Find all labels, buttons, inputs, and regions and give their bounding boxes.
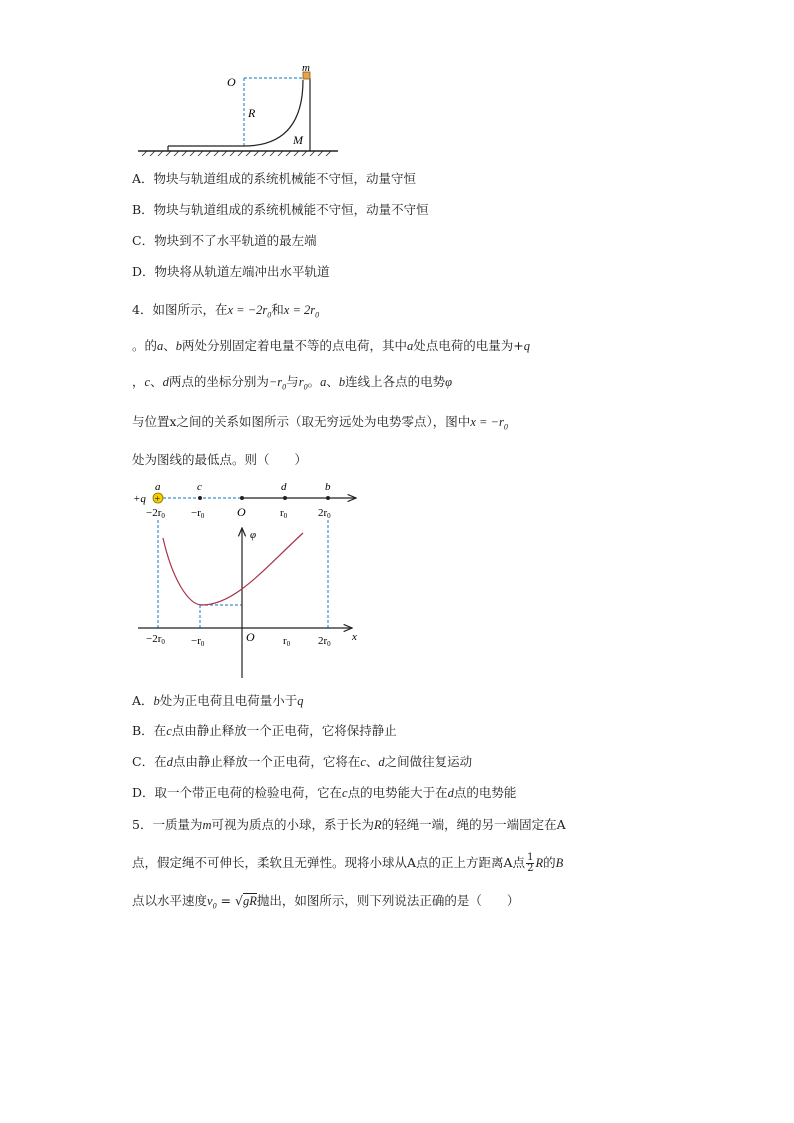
q3-option-d: D．物块将从轨道左端冲出水平轨道	[132, 264, 330, 279]
svg-text:−r0: −r0	[191, 507, 205, 520]
label-O: O	[227, 75, 236, 89]
label-O-top: O	[237, 505, 246, 519]
q5-line-1: 5．一质量为m可视为质点的小球，系于长为R的轻绳一端，绳的另一端固定在A	[132, 817, 566, 832]
svg-text:+: +	[154, 494, 161, 505]
label-m: m	[302, 62, 310, 74]
svg-text:−2r0: −2r0	[146, 507, 165, 520]
q3-option-c: C．物块到不了水平轨道的最左端	[132, 233, 317, 248]
potential-curve	[163, 533, 303, 605]
svg-text:r0: r0	[280, 507, 288, 520]
label-d: d	[281, 481, 287, 493]
label-c: c	[197, 481, 202, 493]
svg-text:−2r0: −2r0	[146, 633, 165, 646]
q5-line-3: 点以水平速度$v_0 = √gR$抛出，如图所示，则下列说法正确的是（ ）	[132, 893, 520, 911]
q5-line-2: 点，假定绳不可伸长，柔软且无弹性。现将小球从A点的正上方距离A点 $\frac{1}{2}$ R的B	[132, 852, 564, 874]
q4-option-c: C．在d点由静止释放一个正电荷，它将在c、d之间做往复运动	[132, 754, 473, 769]
q4-line-1: 4．如图所示，在$x = -2r_0$和$x = 2r_0$	[132, 302, 320, 320]
label-plus-q: +q	[133, 493, 146, 505]
svg-text:−r0: −r0	[191, 635, 205, 648]
svg-text:2r0: 2r0	[318, 507, 331, 520]
label-a: a	[155, 481, 161, 493]
q4-option-b: B．在c点由静止释放一个正电荷，它将保持静止	[132, 723, 397, 738]
q4-option-a: A．b处为正电荷且电荷量小于q	[132, 693, 304, 708]
label-b: b	[325, 481, 331, 493]
label-phi: φ	[250, 529, 257, 541]
q3-option-b: B．物块与轨道组成的系统机械能不守恒，动量不守恒	[132, 202, 429, 217]
q4-line-5: 处为图线的最低点。则（ ）	[132, 452, 308, 467]
svg-text:2r0: 2r0	[318, 635, 331, 648]
label-O-bottom: O	[246, 630, 255, 644]
q3-option-a: A．物块与轨道组成的系统机械能不守恒，动量守恒	[132, 171, 417, 186]
q4-line-3: ，c、d两点的坐标分别为$-r_0$与$r_0$。a、b连线上各点的电势φ	[132, 374, 453, 392]
potential-graph	[0, 478, 794, 678]
label-M: M	[293, 133, 303, 147]
q4-option-d: D．取一个带正电荷的检验电荷，它在c点的电势能大于在d点的电势能	[132, 785, 517, 800]
svg-text:r0: r0	[283, 635, 291, 648]
q4-line-4: 与位置x之间的关系如图所示（取无穷远处为电势零点），图中$x = -r_0$	[132, 414, 508, 432]
label-x: x	[352, 631, 357, 643]
q4-line-2: 。的a、b两处分别固定着电量不等的点电荷，其中a处点电荷的电量为+q	[132, 338, 531, 353]
label-R: R	[248, 106, 256, 120]
track-figure	[0, 0, 794, 170]
